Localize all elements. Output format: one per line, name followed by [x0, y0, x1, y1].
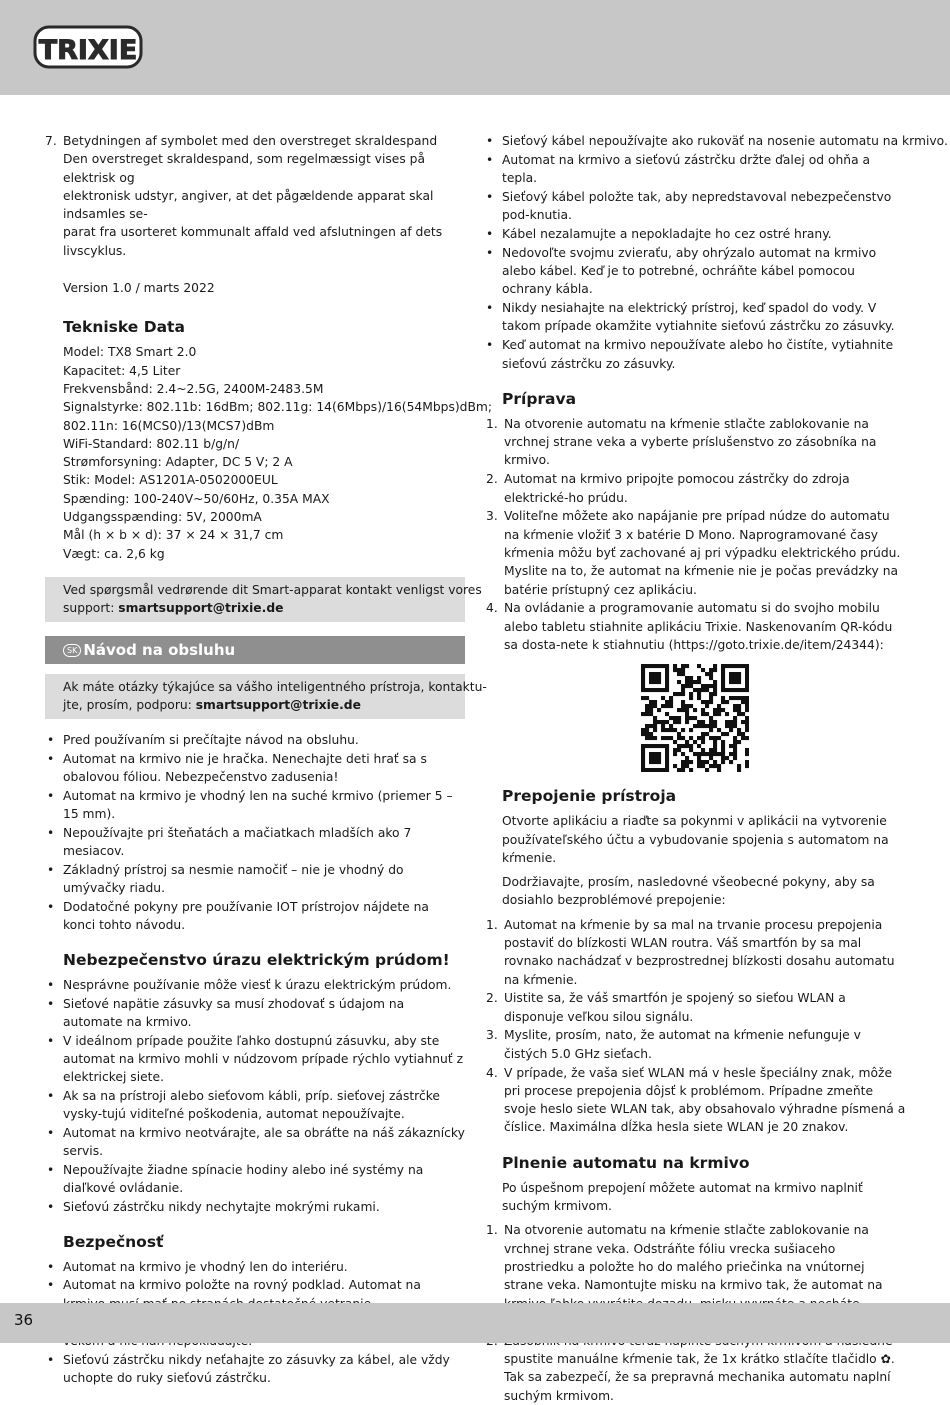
list-item — [484, 989, 906, 1026]
svg-text:TRIXIE: TRIXIE — [38, 35, 138, 66]
list-item: • Sieťové napätie zásuvky sa musí zhodovať s údajom na automate na krmivo. — [45, 995, 465, 1032]
list-item — [484, 599, 906, 654]
list-item: • Keď automat na krmivo nepoužívate alebo ho čistíte, vytiahnite sieťovú zástrčku zo zásuvky. — [484, 336, 906, 373]
page-header — [0, 0, 950, 95]
item-text: Automat na krmivo pripojte pomocou zástrčky do zdroja elektrické-ho prúdu. — [504, 472, 850, 505]
support-box-da — [45, 577, 482, 622]
support-box-sk — [45, 674, 487, 719]
support-sk-line: Ak máte otázky týkajúce sa vášho inteligentného prístroja, kontaktu- — [63, 679, 487, 694]
tech-line: Vægt: ca. 2,6 kg — [63, 546, 165, 561]
list-item: • Automat na krmivo je vhodný len do interiéru. — [45, 1258, 465, 1276]
item-text: spustite manuálne kŕmenie tak, že 1x krátko stlačíte tlačidlo ✿. Tak sa zabezpečí, že sa prepravná mechanika automatu naplní suchým krmivom. — [504, 1351, 895, 1403]
item-number: 4. — [486, 601, 498, 616]
list-item: • Automat na krmivo nie je hračka. Nenechajte deti hrať sa s obalovou fóliou. Nebezpečenstvo zadusenia! — [45, 750, 465, 787]
prep-heading: Príprava — [502, 389, 577, 408]
tech-data-list — [45, 343, 493, 563]
support-sk-prefix: jte, prosím, podporu: — [63, 698, 196, 713]
tech-line: Stik: Model: AS1201A-0502000EUL — [63, 473, 278, 488]
page-number: 36 — [14, 1311, 34, 1329]
list-item: • Automat na krmivo položte na rovný podklad. Automat na — [45, 1276, 465, 1313]
qr-code — [641, 664, 749, 772]
right-column — [484, 132, 948, 1405]
item-text: V prípade, že vaša sieť WLAN má v hesle špeciálny znak, môže pri procese prepojenia dôjsť k problémom. Prípadne zmeňte svoje heslo siete WLAN tak, aby obsahovalo výhradne písmená a číslice. Maximálna dĺžka hesla siete WLAN je 20 znakov. — [504, 1065, 906, 1135]
list-item: • Automat na krmivo a sieťovú zástrčku držte ďalej od ohňa a tepla. — [484, 151, 906, 188]
tech-line: Udgangsspænding: 5V, 2000mA — [63, 510, 262, 525]
item-7-line: Den overstreget skraldespand, som regelmæssigt vises på elektrisk og — [63, 152, 426, 185]
list-item: • Nedovoľte svojmu zvieraťu, aby ohrýzalo automat na krmivo alebo kábel. Keď je to potrebné, ochráňte kábel pomocou ochrany kábla. — [484, 244, 906, 299]
item-number: 2. — [486, 991, 498, 1006]
left-column — [45, 132, 493, 1388]
list-item: • Ak sa na prístroji alebo sieťovom kábli, príp. sieťovej zástrčke vysky-tujú viditeľné poškodenia, automat nepoužívajte. — [45, 1087, 465, 1124]
list-item: • Sieťovú zástrčku nikdy neťahajte zo zásuvky za kábel, ale vždy uchopte do ruky sieťovú zástrčku. — [45, 1351, 465, 1388]
danger-bullet-list — [45, 976, 465, 1217]
list-item: • V ideálnom prípade použite ľahko dostupnú zásuvku, aby ste automat na krmivo mohli v núdzovom prípade rýchlo vytiahnuť z elektrickej siete. — [45, 1032, 465, 1087]
connect-numbered-list — [484, 916, 906, 1137]
item-7-number: 7. — [45, 134, 57, 148]
item-text: Automat na kŕmenie by sa mal na trvanie procesu prepojenia postaviť do blízkosti WLAN routra. Váš smartfón by sa mal rovnako nachádzať v bezprostrednej blízkosti dosahu automatu na kŕmenie. — [504, 917, 895, 987]
fill-paragraph: Po úspešnom prepojení môžete automat na krmivo naplniť suchým krmivom. — [502, 1180, 863, 1214]
list-item: • Základný prístroj sa nesmie namočiť – nie je vhodný do umývačky riadu. — [45, 861, 465, 898]
support-email-link[interactable]: smartsupport@trixie.de — [118, 601, 284, 616]
tech-line: Signalstyrke: 802.11b: 16dBm; 802.11g: 14(6Mbps)/16(54Mbps)dBm; — [63, 400, 493, 415]
section-title-sk — [45, 636, 465, 664]
support-email-link[interactable]: smartsupport@trixie.de — [195, 698, 361, 713]
list-item: • Dodatočné pokyny pre používanie IOT prístrojov nájdete na konci tohto návodu. — [45, 898, 465, 935]
list-item — [484, 1026, 906, 1063]
fill-heading: Plnenie automatu na krmivo — [502, 1153, 750, 1172]
list-item: • Pred používaním si prečítajte návod na obsluhu. — [45, 731, 465, 749]
connect-paragraph: Otvorte aplikáciu a riaďte sa pokynmi v aplikácii na vytvorenie používateľského účtu a vybudovanie spojenia s automatom na kŕmenie. — [502, 814, 889, 865]
item-text: Voliteľne môžete ako napájanie pre prípad núdze do automatu na kŕmenie vložiť 3 x batérie D Mono. Naprogramované časy kŕmenia môžu byť zachované aj pri výpadku elektrického prúdu. Myslite na to, že automat na kŕmenie nie je počas prevádzky na batérie prístupný cez aplikáciu. — [504, 509, 901, 597]
support-da-line: Ved spørgsmål vedrørende dit Smart-apparat kontakt venligst vores — [63, 582, 482, 597]
support-da-contact — [63, 599, 457, 618]
list-item: • Nikdy nesiahajte na elektrický prístroj, keď spadol do vody. V takom prípade okamžite vytiahnite sieťovú zástrčku zo zásuvky. — [484, 299, 906, 336]
list-item — [484, 916, 906, 989]
connect-paragraph: Dodržiavajte, prosím, nasledovné všeobecné pokyny, aby sa dosiahlo bezproblémové prepojenie: — [502, 875, 875, 908]
list-item: • Nesprávne používanie môže viesť k úrazu elektrickým prúdom. — [45, 976, 465, 994]
version-text: Version 1.0 / marts 2022 — [63, 281, 215, 296]
connect-heading: Prepojenie prístroja — [502, 787, 677, 806]
list-item: • Automat na krmivo je vhodný len na suché krmivo (priemer 5 – 15 mm). — [45, 787, 465, 824]
tech-line: WiFi-Standard: 802.11 b/g/n/ — [63, 436, 240, 451]
tech-data-heading: Tekniske Data — [63, 318, 185, 337]
list-item: • Nepoužívajte pri šteňatách a mačiatkach mladších ako 7 mesiacov. — [45, 824, 465, 861]
page-footer — [0, 1303, 950, 1343]
tech-line: Spænding: 100-240V~50/60Hz, 0.35A MAX — [63, 491, 330, 506]
list-item: • Nepoužívajte žiadne spínacie hodiny alebo iné systémy na diaľkové ovládanie. — [45, 1161, 465, 1198]
item-7-title: Betydningen af symbolet med den overstreget skraldespand — [63, 134, 438, 148]
list-item — [484, 470, 906, 507]
tech-line: Mål (h × b × d): 37 × 24 × 31,7 cm — [63, 528, 284, 543]
list-item: • Kábel nezalamujte a nepokladajte ho cez ostré hrany. — [484, 225, 906, 243]
tech-line: Strømforsyning: Adapter, DC 5 V; 2 A — [63, 455, 293, 470]
safety-heading: Bezpečnosť — [63, 1232, 164, 1251]
item-7-line: elektronisk udstyr, angiver, at det pågældende apparat skal indsamles se- — [63, 188, 434, 222]
list-item — [484, 415, 906, 470]
item-number: 1. — [486, 917, 498, 932]
section-title-text: Návod na obsluhu — [83, 640, 236, 659]
list-item: • Sieťový kábel položte tak, aby nepredstavoval nebezpečenstvo pod-knutia. — [484, 188, 906, 225]
item-number: 3. — [486, 509, 498, 524]
top-bullet-list — [484, 132, 948, 373]
sk-language-badge: SK — [63, 644, 81, 657]
item-7 — [45, 132, 465, 260]
trixie-logo — [32, 23, 144, 73]
item-text: Na otvorenie automatu na kŕmenie stlačte zablokovanie na vrchnej strane veka. Odstráňte fóliu vrecka sušiaceho prostriedku a položte ho do malého priečinka na vnútornej strane veka. Namontujte misku na krmivo tak, že automat na — [504, 1223, 883, 1293]
item-text: Myslite, prosím, nato, že automat na kŕmenie nefunguje v čistých 5.0 GHz sieťach. — [504, 1028, 861, 1061]
item-text: Na otvorenie automatu na kŕmenie stlačte zablokovanie na vrchnej strane veka a vyberte príslušenstvo zo zásobníka na krmivo. — [504, 416, 877, 468]
item-number: 3. — [486, 1028, 498, 1043]
item-number: 1. — [486, 1223, 498, 1238]
list-item — [484, 507, 906, 598]
item-text: Na ovládanie a programovanie automatu si do svojho mobilu alebo tabletu stiahnite aplikáciu Trixie. Naskenovaním QR-kódu sa dosta-nete k stiahnutiu (https://goto.trixie.de/item/24344): — [504, 601, 893, 652]
list-item: • Automat na krmivo neotvárajte, ale sa obráťte na náš zákaznícky servis. — [45, 1124, 465, 1161]
tech-line: Kapacitet: 4,5 Liter — [63, 363, 181, 378]
support-sk-contact — [63, 696, 457, 715]
item-number: 4. — [486, 1065, 498, 1080]
list-item — [484, 1064, 906, 1137]
tech-line: 802.11n: 16(MCS0)/13(MCS7)dBm — [63, 418, 275, 433]
support-da-prefix: support: — [63, 601, 119, 616]
list-item: • Sieťovú zástrčku nikdy nechytajte mokrými rukami. — [45, 1198, 465, 1216]
intro-bullet-list — [45, 731, 465, 935]
tech-line: Frekvensbånd: 2.4~2.5G, 2400M-2483.5M — [63, 381, 324, 396]
danger-heading: Nebezpečenstvo úrazu elektrickým prúdom! — [63, 950, 450, 969]
list-item: • Sieťový kábel nepoužívajte ako rukoväť na nosenie automatu na krmivo. — [484, 132, 906, 150]
item-number: 1. — [486, 416, 498, 431]
item-number: 2. — [486, 472, 498, 487]
tech-line: Model: TX8 Smart 2.0 — [63, 345, 197, 360]
item-7-line: parat fra usorteret kommunalt affald ved afslutningen af dets livscyklus. — [63, 225, 443, 258]
prep-numbered-list — [484, 415, 906, 654]
item-text: Uistite sa, že váš smartfón je spojený so sieťou WLAN a disponuje veľkou silou signálu. — [504, 991, 846, 1024]
